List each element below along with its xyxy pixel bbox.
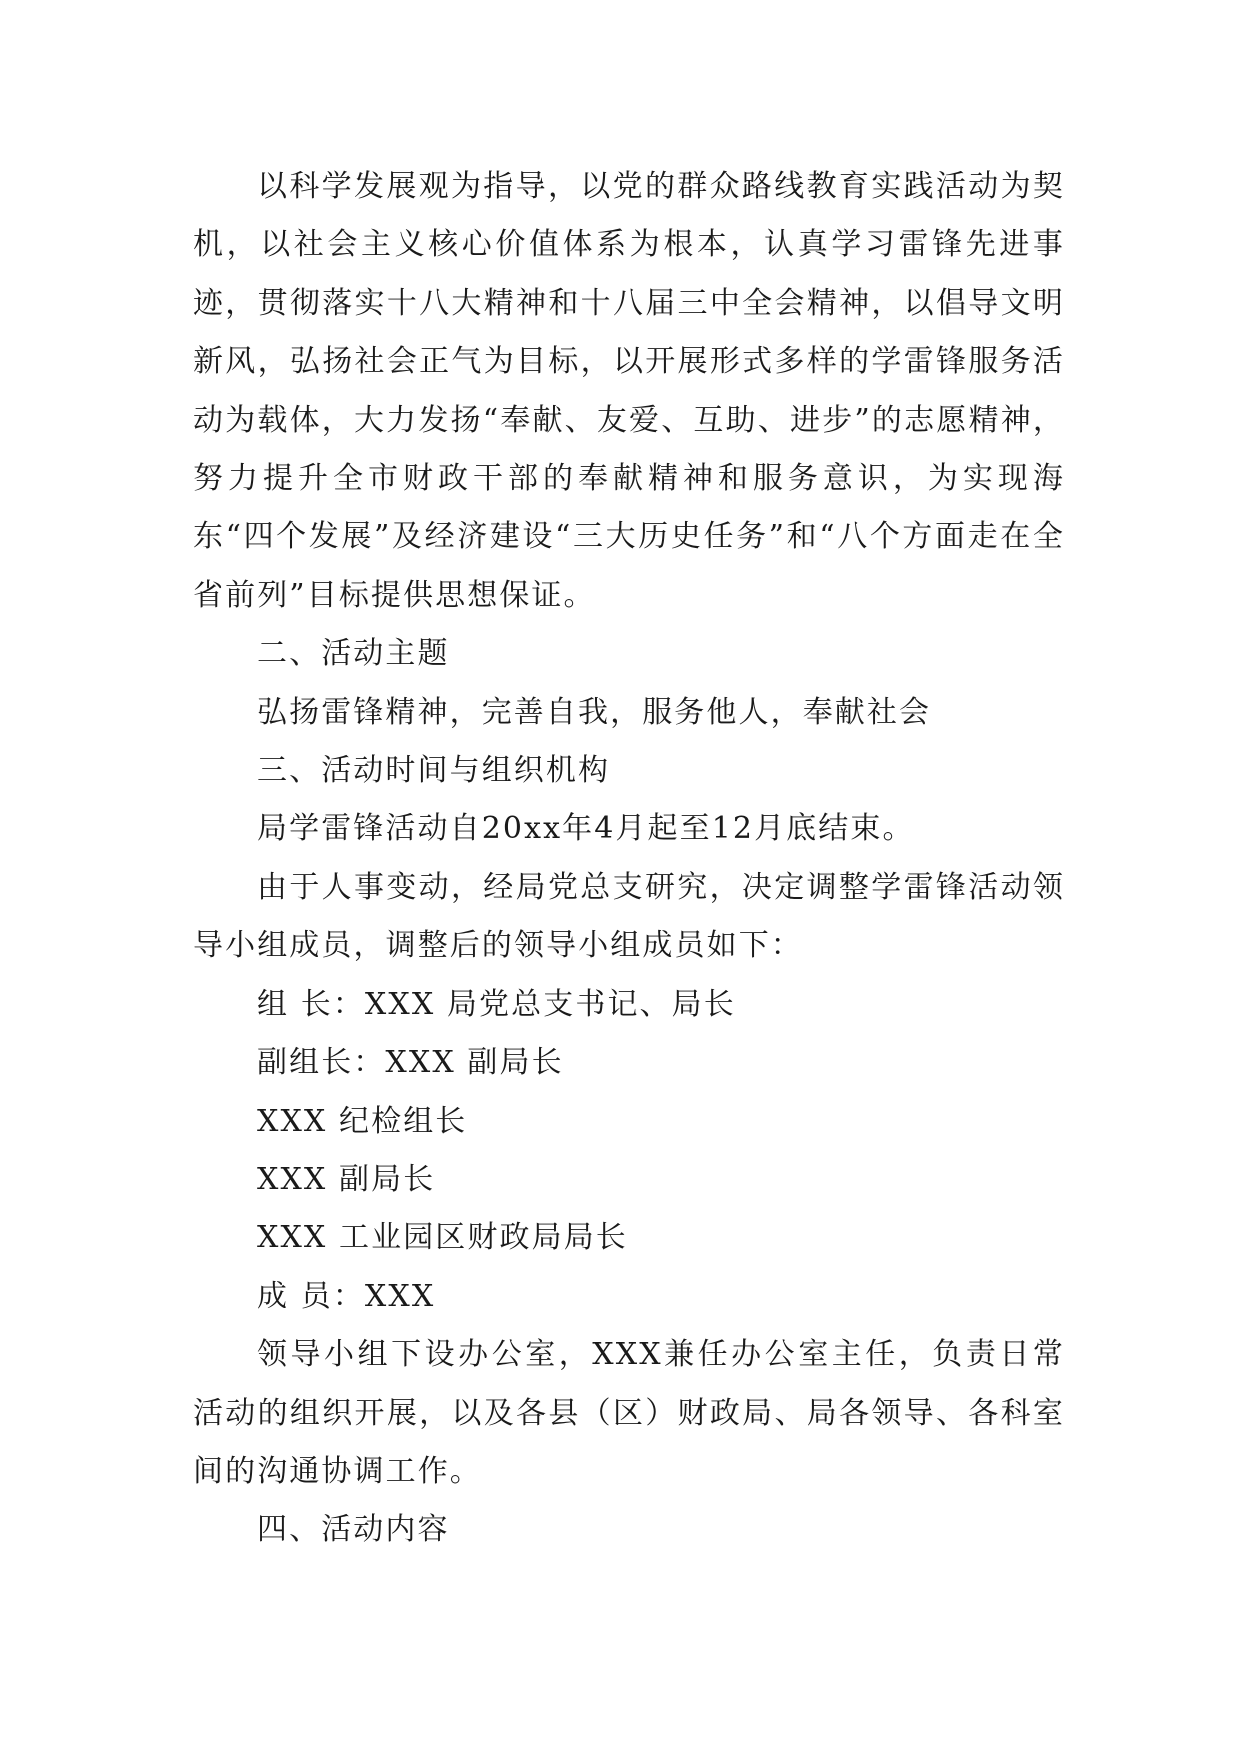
paragraph-office-setup: 领导小组下设办公室，XXX兼任办公室主任，负责日常活动的组织开展，以及各县（区）财政局、局各领导、各科室间的沟通协调工作。 [193, 1337, 1065, 1489]
member-line-leader: 组 长：XXX 局党总支书记、局长 [257, 986, 736, 1022]
member-line-deputy-leader: 副组长：XXX 副局长 [257, 1045, 564, 1081]
member-line-members: 成 员：XXX [257, 1278, 436, 1314]
heading-time-and-organization: 三、活动时间与组织机构 [257, 753, 611, 789]
member-line-deputy-director: XXX 副局长 [257, 1161, 436, 1197]
heading-activity-theme: 二、活动主题 [257, 636, 450, 672]
member-line-discipline: XXX 纪检组长 [257, 1103, 468, 1139]
document-body [193, 158, 1065, 1560]
paragraph-guiding-ideology: 以科学发展观为指导，以党的群众路线教育实践活动为契机，以社会主义核心价值体系为根本，认真学习雷锋先进事迹，贯彻落实十八大精神和十八届三中全会精神，以倡导文明新风，弘扬社会正气为目标，以开展形式多样的学雷锋服务活动为载体，大力发扬“奉献、友爱、互助、进步”的志愿精神，努力提升全市财政干部的奉献精神和服务意识，为实现海东“四个发展”及经济建设“三大历史任务”和“八个方面走在全省前列”目标提供思想保证。 [193, 169, 1065, 613]
member-line-industrial-park: XXX 工业园区财政局局长 [257, 1220, 628, 1256]
paragraph-activity-theme: 弘扬雷锋精神，完善自我，服务他人，奉献社会 [257, 694, 932, 730]
paragraph-activity-period: 局学雷锋活动自20xx年4月起至12月底结束。 [257, 811, 915, 847]
heading-activity-content: 四、活动内容 [257, 1512, 450, 1548]
paragraph-leadership-adjustment: 由于人事变动，经局党总支研究，决定调整学雷锋活动领导小组成员，调整后的领导小组成员如下： [193, 869, 1065, 964]
